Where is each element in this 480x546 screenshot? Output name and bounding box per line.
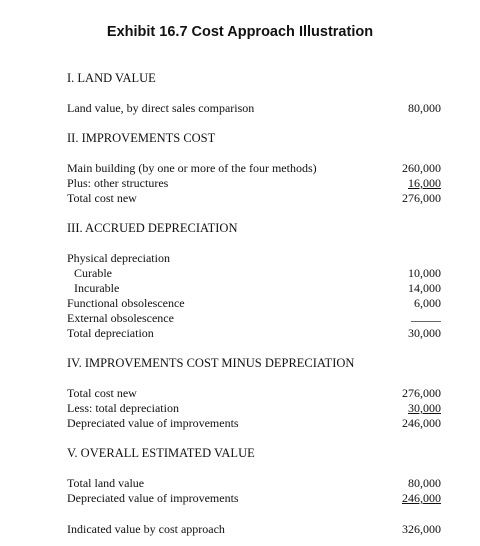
row-value: 246,000 <box>402 491 441 505</box>
exhibit-title: Exhibit 16.7 Cost Approach Illustration <box>106 24 374 40</box>
external-obsolescence-row <box>67 311 441 326</box>
section-depreciation-heading <box>67 221 441 236</box>
section-improvements-heading <box>67 131 441 146</box>
section-heading-text: I. LAND VALUE <box>67 71 156 85</box>
section-heading-text: V. OVERALL ESTIMATED VALUE <box>67 446 255 460</box>
less-depreciation-row <box>67 401 441 416</box>
row-label: Total cost new <box>67 191 137 205</box>
section-overall-heading <box>67 446 441 461</box>
row-label: Plus: other structures <box>67 176 169 190</box>
row-label: Depreciated value of improvements <box>67 416 239 430</box>
row-value: 30,000 <box>408 401 441 415</box>
net-total-cost-row <box>67 386 441 401</box>
section-land-heading <box>67 71 441 86</box>
indicated-value-row <box>67 522 441 537</box>
section-net-heading <box>67 356 441 371</box>
curable-row <box>67 266 441 281</box>
incurable-row <box>67 281 441 296</box>
overall-improvements-row <box>67 491 441 506</box>
row-label: Total depreciation <box>67 326 154 340</box>
other-structures-row <box>67 176 441 191</box>
functional-obsolescence-row <box>67 296 441 311</box>
row-label: Total cost new <box>67 386 137 400</box>
land-value-row <box>67 101 441 116</box>
row-label: Incurable <box>74 281 120 295</box>
depreciated-value-row <box>67 416 441 431</box>
section-heading-text: IV. IMPROVEMENTS COST MINUS DEPRECIATION <box>67 356 355 370</box>
row-value: 6,000 <box>414 296 441 310</box>
row-label: Depreciated value of improvements <box>67 491 239 505</box>
row-label: External obsolescence <box>67 311 174 325</box>
section-heading-text: II. IMPROVEMENTS COST <box>67 131 216 145</box>
row-label: Indicated value by cost approach <box>67 522 225 536</box>
row-label: Physical depreciation <box>67 251 170 265</box>
row-label: Main building (by one or more of the four methods) <box>67 161 317 175</box>
row-value: 10,000 <box>408 266 441 280</box>
row-value: 276,000 <box>402 386 441 400</box>
section-heading-text: III. ACCRUED DEPRECIATION <box>67 221 238 235</box>
row-label: Functional obsolescence <box>67 296 185 310</box>
total-depreciation-row <box>67 326 441 341</box>
total-cost-new-row <box>67 191 441 206</box>
main-building-row <box>67 161 441 176</box>
row-label: Curable <box>74 266 112 280</box>
row-value: 80,000 <box>408 101 441 115</box>
subtotal-rule <box>411 321 441 322</box>
row-value: 260,000 <box>402 161 441 175</box>
row-label: Less: total depreciation <box>67 401 179 415</box>
row-value: 246,000 <box>402 416 441 430</box>
row-value: 326,000 <box>402 522 441 536</box>
row-value: 14,000 <box>408 281 441 295</box>
physical-depreciation-row <box>67 251 441 266</box>
row-value: 16,000 <box>408 176 441 190</box>
row-value: 276,000 <box>402 191 441 205</box>
total-land-value-row <box>67 476 441 491</box>
row-label: Total land value <box>67 476 145 490</box>
row-label: Land value, by direct sales comparison <box>67 101 255 115</box>
row-value: 80,000 <box>408 476 441 490</box>
row-value: 30,000 <box>408 326 441 340</box>
